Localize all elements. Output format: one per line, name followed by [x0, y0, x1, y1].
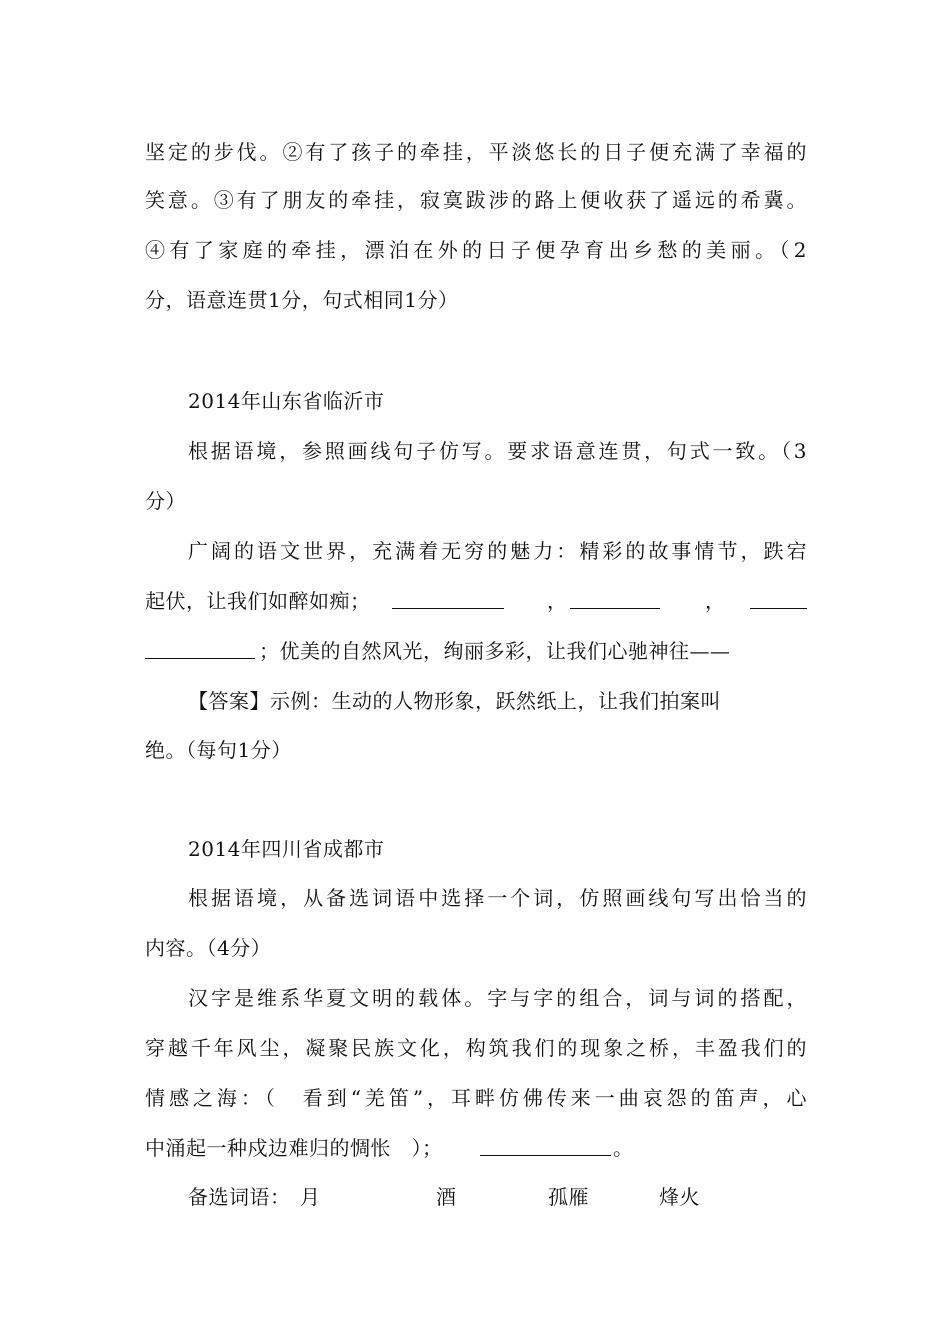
- passage-text: 广阔的语文世界，充满着无穷的魅力：精彩的故事情节，跌宕: [188, 539, 807, 563]
- paragraph-line: 坚定的步伐。②有了孩子的牵挂，平淡悠长的日子便充满了幸福的: [145, 140, 807, 164]
- answer-text: 绝。（每句1分）: [145, 738, 292, 762]
- answer-blank: [750, 586, 807, 609]
- paragraph-line: 笑意。③有了朋友的牵挂，寂寞跋涉的路上便收获了遥远的希冀。: [145, 188, 807, 212]
- option-word: 酒: [436, 1185, 457, 1209]
- passage-line-with-blank: [145, 634, 807, 668]
- section-heading: 2014年四川省成都市: [188, 837, 385, 861]
- option-word: 烽火: [659, 1185, 700, 1209]
- options-label: 备选词语：: [188, 1185, 291, 1209]
- options-line: [188, 1180, 807, 1214]
- section-heading: 2014年山东省临沂市: [188, 389, 385, 413]
- passage-text: 情感之海：（ 看到“羌笛”，耳畔仿佛传来一曲哀怨的笛声，心: [145, 1086, 807, 1110]
- question-text: 内容。（4分）: [145, 936, 272, 960]
- passage-line-with-blanks: [145, 584, 807, 618]
- passage-text: ；优美的自然风光，绚丽多彩，让我们心驰神往——: [259, 639, 731, 663]
- passage-text: 中涌起一种戍边难归的惆怅 ）；: [145, 1136, 443, 1160]
- answer-label: 【答案】: [188, 689, 270, 713]
- answer-line: [188, 684, 807, 718]
- passage-line-with-blank: [145, 1131, 807, 1165]
- comma: ，: [547, 589, 568, 613]
- question-text: 根据语境，参照画线句子仿写。要求语意连贯，句式一致。（3: [188, 439, 807, 463]
- passage-text: 起伏，让我们如醉如痴；: [145, 589, 371, 613]
- option-word: 月: [300, 1185, 321, 1209]
- answer-blank: [392, 586, 504, 609]
- question-text: 根据语境，从备选词语中选择一个词，仿照画线句写出恰当的: [188, 886, 807, 910]
- paragraph-line: 分，语意连贯1分，句式相同1分）: [145, 288, 459, 312]
- passage-text: 。: [613, 1136, 634, 1160]
- answer-blank: [145, 636, 255, 659]
- comma: ，: [705, 589, 726, 613]
- question-text: 分）: [145, 489, 186, 513]
- passage-text: 汉字是维系华夏文明的载体。字与字的组合，词与词的搭配，: [188, 986, 807, 1010]
- answer-text: 示例：生动的人物形象，跃然纸上，让我们拍案叫: [270, 689, 721, 713]
- answer-blank: [570, 586, 660, 609]
- passage-text: 穿越千年风尘，凝聚民族文化，构筑我们的现象之桥，丰盈我们的: [145, 1036, 807, 1060]
- option-word: 孤雁: [548, 1185, 589, 1209]
- paragraph-line: ④有了家庭的牵挂，漂泊在外的日子便孕育出乡愁的美丽。（2: [145, 238, 807, 262]
- answer-blank: [480, 1133, 611, 1156]
